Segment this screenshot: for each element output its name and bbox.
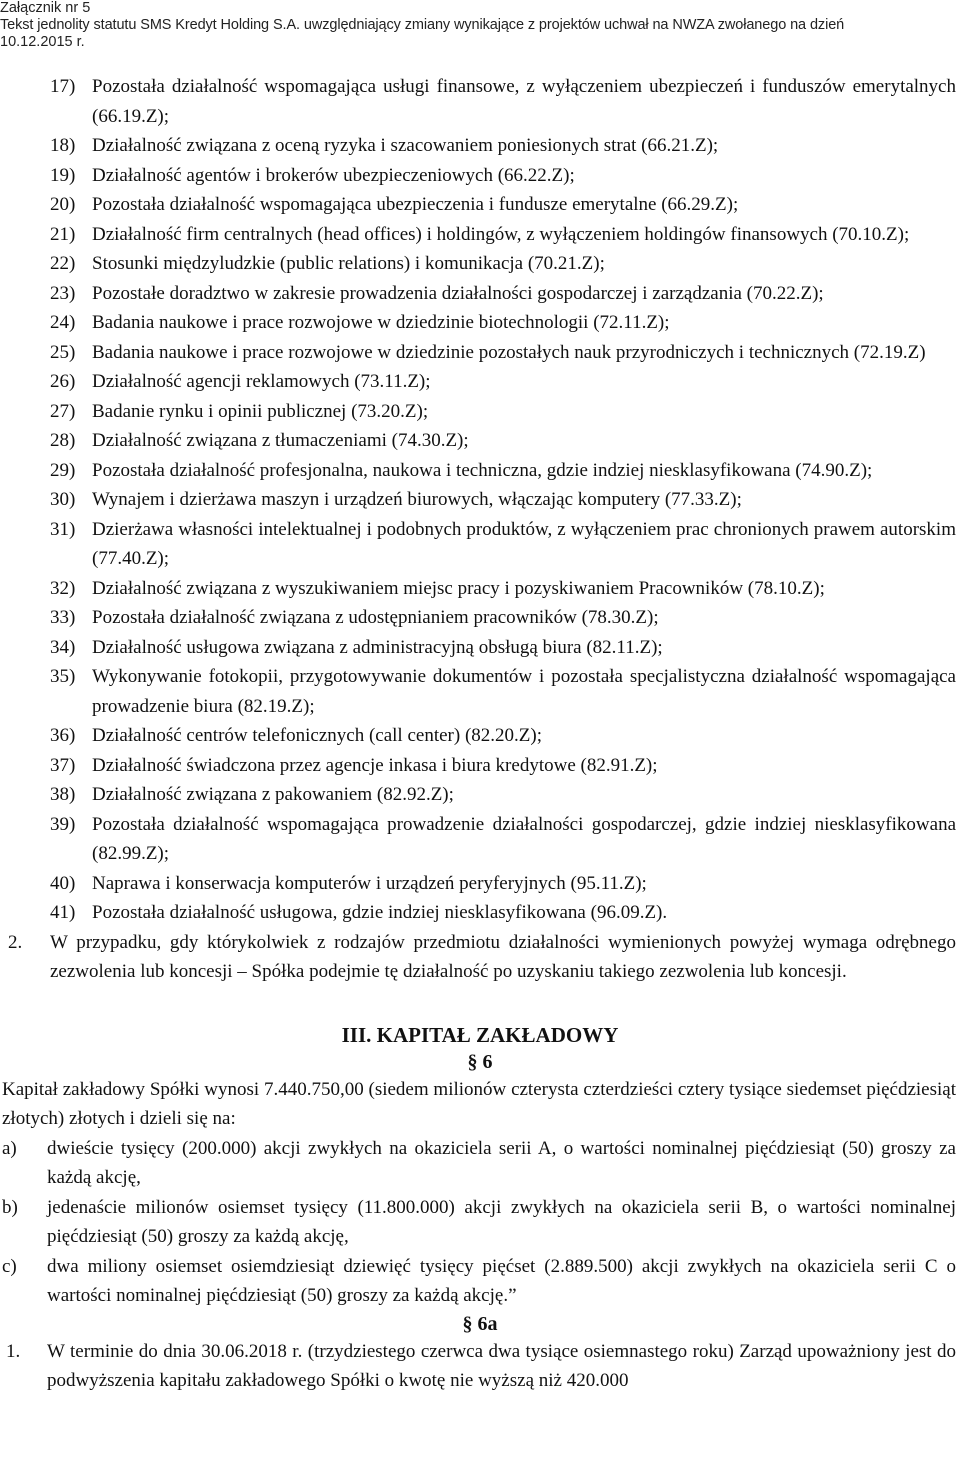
list-item-text: Pozostała działalność profesjonalna, naukowa i techniczna, gdzie indziej niesklasyfikowana (74.90.Z); — [92, 459, 873, 481]
list-item-text: Naprawa i konserwacja komputerów i urządzeń peryferyjnych (95.11.Z); — [92, 872, 647, 894]
share-series-text: dwieście tysięcy (200.000) akcji zwykłych na okaziciela serii A, o wartości nominalnej pięćdziesiąt (50) groszy za każdą akcję, — [47, 1137, 956, 1188]
capital-intro: Kapitał zakładowy Spółki wynosi 7.440.750,00 (siedem milionów czterysta czterdzieści cztery tysiące siedemset pięćdziesiąt złotych) złotych i dzieli się na: — [2, 1078, 956, 1129]
list-item-text: Pozostałe doradztwo w zakresie prowadzenia działalności gospodarczej i zarządzania (70.22.Z); — [92, 282, 824, 304]
list-item — [0, 869, 960, 899]
paragraph-mark-6a: § 6a — [462, 1312, 498, 1335]
list-item-number: 27) — [50, 400, 76, 422]
list-item-text: Działalność związana z oceną ryzyka i szacowaniem poniesionych strat (66.21.Z); — [92, 135, 719, 156]
list-item — [0, 898, 960, 928]
paragraph-mark-6: § 6 — [467, 1050, 493, 1073]
share-series-letter: c) — [2, 1255, 17, 1277]
activity-list — [0, 72, 960, 928]
list-item — [0, 367, 960, 397]
list-item-text: Pozostała działalność usługowa, gdzie indziej niesklasyfikowana (96.09.Z). — [92, 902, 668, 923]
list-item-number: 24) — [50, 312, 76, 333]
list-item-number: 30) — [50, 489, 76, 510]
list-item-number: 29) — [50, 459, 76, 481]
list-item-text: Badania naukowe i prace rozwojowe w dziedzinie biotechnologii (72.11.Z); — [92, 312, 670, 333]
list-item-text: Działalność centrów telefonicznych (call center) (82.20.Z); — [92, 725, 542, 746]
share-series-letter: a) — [2, 1137, 17, 1159]
point-text: W terminie do dnia 30.06.2018 r. (trzydziestego czerwca dwa tysiące osiemnastego roku) Zarząd upoważniony jest do podwyższenia kapitału zakładowego Spółki o kwotę nie wyższą niż 420.000 — [47, 1340, 956, 1391]
list-item-text: Stosunki międzyludzkie (public relations) i komunikacja (70.21.Z); — [92, 253, 605, 274]
list-item — [0, 574, 960, 604]
list-item — [0, 721, 960, 751]
list-item-text: Pozostała działalność związana z udostępnianiem pracowników (78.30.Z); — [92, 607, 659, 628]
list-item-number: 17) — [50, 76, 76, 97]
list-item-number: 21) — [50, 223, 76, 245]
list-item-text: Działalność firm centralnych (head offices) i holdingów, z wyłączeniem holdingów finansowych (70.10.Z); — [92, 223, 910, 245]
list-item-text: Działalność świadczona przez agencje inkasa i biura kredytowe (82.91.Z); — [92, 754, 658, 776]
list-item — [0, 780, 960, 810]
list-item — [0, 190, 960, 220]
list-item — [0, 397, 960, 427]
list-item-number: 41) — [50, 902, 76, 923]
list-item — [0, 426, 960, 456]
share-series-item — [0, 1193, 960, 1252]
list-item-text: Badanie rynku i opinii publicznej (73.20.Z); — [92, 400, 429, 422]
list-item-number: 31) — [50, 518, 76, 540]
list-item-text: Wykonywanie fotokopii, przygotowywanie dokumentów i pozostała specjalistyczna działalność wspomagająca prowadzenie biura (82.19.Z); — [92, 666, 956, 717]
list-item — [0, 810, 960, 869]
list-item-text: Działalność związana z wyszukiwaniem miejsc pracy i pozyskiwaniem Pracowników (78.10.Z); — [92, 577, 825, 599]
list-item-number: 40) — [50, 872, 76, 894]
share-series-text: dwa miliony osiemset osiemdziesiąt dziewięć tysięcy pięćset (2.889.500) akcji zwykłych na okaziciela serii C o wartości nominalnej pięćdziesiąt (50) groszy za każdą akcję.” — [47, 1255, 956, 1306]
list-item-text: Badania naukowe i prace rozwojowe w dziedzinie pozostałych nauk przyrodniczych i technicznych (72.19.Z) — [92, 341, 926, 363]
share-series-item — [0, 1134, 960, 1193]
list-item-text: Działalność agentów i brokerów ubezpieczeniowych (66.22.Z); — [92, 164, 575, 186]
list-item-number: 23) — [50, 282, 76, 304]
share-series-list — [0, 1134, 960, 1311]
list-item — [0, 633, 960, 663]
point-1 — [0, 1337, 960, 1396]
list-item-text: Wynajem i dzierżawa maszyn i urządzeń biurowych, włączając komputery (77.33.Z); — [92, 489, 742, 510]
list-item-number: 18) — [50, 135, 76, 156]
list-item-number: 33) — [50, 607, 76, 628]
list-item — [0, 456, 960, 486]
list-item — [0, 485, 960, 515]
share-series-letter: b) — [2, 1196, 18, 1218]
list-item — [0, 249, 960, 279]
list-item-text: Działalność związana z pakowaniem (82.92.Z); — [92, 784, 454, 805]
document-header — [0, 0, 960, 51]
list-item-number: 39) — [50, 813, 76, 835]
list-item-number: 32) — [50, 577, 76, 599]
list-item — [0, 279, 960, 309]
list-item-text: Działalność agencji reklamowych (73.11.Z); — [92, 371, 431, 392]
list-item — [0, 338, 960, 368]
list-item — [0, 220, 960, 250]
annex-label: Załącznik nr 5 — [0, 0, 91, 16]
list-item-number: 38) — [50, 784, 76, 805]
list-item-text: Pozostała działalność wspomagająca prowadzenie działalności gospodarczej, gdzie indziej niesklasyfikowana (82.99.Z); — [92, 813, 956, 864]
point-number: 1. — [6, 1340, 21, 1362]
list-item-text: Dzierżawa własności intelektualnej i podobnych produktów, z wyłączeniem prac chronionych prawem autorskim (77.40.Z); — [92, 518, 956, 569]
section-title: III. KAPITAŁ ZAKŁADOWY — [341, 1022, 619, 1047]
document-body — [0, 72, 960, 1396]
paragraph-2 — [0, 928, 960, 987]
list-item-number: 22) — [50, 253, 76, 274]
document-subtitle: Tekst jednolity statutu SMS Kredyt Holding S.A. uwzględniający zmiany wynikające z projektów uchwał na NWZA zwołanego na dzień — [0, 17, 845, 33]
list-item-text: Działalność związana z tłumaczeniami (74.30.Z); — [92, 430, 469, 451]
list-item-number: 20) — [50, 194, 76, 215]
list-item-number: 19) — [50, 164, 76, 186]
list-item-number: 26) — [50, 371, 76, 392]
list-item-number: 34) — [50, 636, 76, 658]
list-item-number: 37) — [50, 754, 76, 776]
list-item — [0, 131, 960, 161]
list-item-number: 25) — [50, 341, 76, 363]
list-item-number: 28) — [50, 430, 76, 451]
paragraph-number: 2. — [8, 931, 23, 953]
list-item — [0, 72, 960, 131]
share-series-item — [0, 1252, 960, 1311]
list-item-number: 35) — [50, 666, 76, 687]
list-item — [0, 603, 960, 633]
list-item — [0, 662, 960, 721]
paragraph-text: W przypadku, gdy którykolwiek z rodzajów przedmiotu działalności wymienionych powyżej wymaga odrębnego zezwolenia lub koncesji – Spółka podejmie tę działalność po uzyskaniu takiego zezwolenia lub koncesji. — [50, 931, 956, 982]
list-item-text: Działalność usługowa związana z administracyjną obsługą biura (82.11.Z); — [92, 636, 663, 658]
list-item — [0, 161, 960, 191]
list-item-text: Pozostała działalność wspomagająca usługi finansowe, z wyłączeniem ubezpieczeń i funduszów emerytalnych (66.19.Z); — [92, 76, 956, 127]
document-date: 10.12.2015 r. — [0, 34, 85, 50]
list-item — [0, 751, 960, 781]
share-series-text: jedenaście milionów osiemset tysięcy (11.800.000) akcji zwykłych na okaziciela serii B, o wartości nominalnej pięćdziesiąt (50) groszy za każdą akcję, — [47, 1196, 956, 1247]
list-item-text: Pozostała działalność wspomagająca ubezpieczenia i fundusze emerytalne (66.29.Z); — [92, 194, 739, 215]
list-item-number: 36) — [50, 725, 76, 746]
list-item — [0, 308, 960, 338]
list-item — [0, 515, 960, 574]
